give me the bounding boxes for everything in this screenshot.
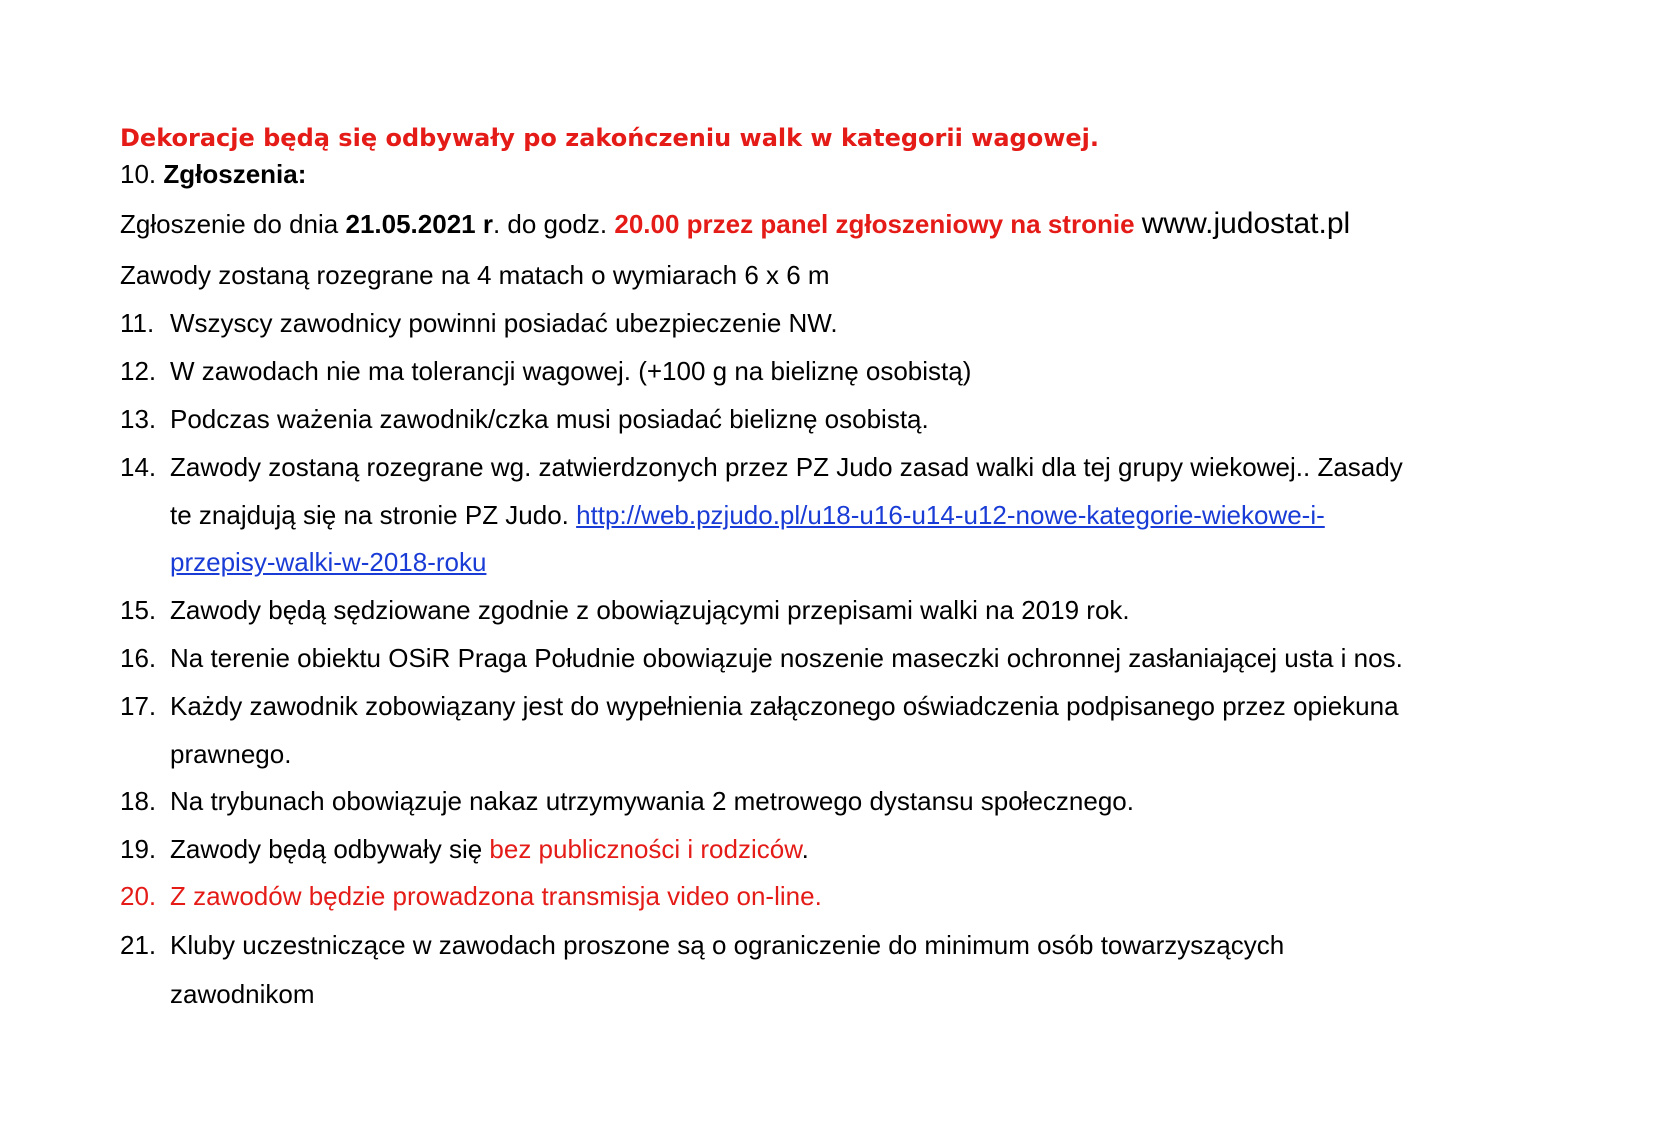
mats-info: Zawody zostaną rozegrane na 4 matach o wymiarach 6 x 6 m <box>120 260 830 290</box>
registration-date: 21.05.2021 r <box>345 209 493 239</box>
list-text: prawnego. <box>170 739 292 769</box>
list-item-13 <box>120 403 929 435</box>
list-text: Z zawodów będzie prowadzona transmisja video on-line. <box>170 881 822 911</box>
list-text: te znajdują się na stronie PZ Judo. <box>170 500 577 530</box>
list-suffix: . <box>801 834 809 864</box>
list-number: 20. <box>120 881 157 911</box>
list-text: zawodnikom <box>170 979 315 1009</box>
list-text: Zawody będą odbywały się <box>170 834 490 864</box>
list-number: 17. <box>120 691 157 721</box>
list-text: Kluby uczestniczące w zawodach proszone są o ograniczenie do minimum osób towarzyszących <box>170 930 1285 960</box>
list-number: 18. <box>120 786 157 816</box>
list-item-17 <box>120 690 1399 722</box>
list-item-20 <box>120 880 822 912</box>
list-item-12 <box>120 355 971 387</box>
list-number: 15. <box>120 595 157 625</box>
list-item-14 <box>120 451 1403 483</box>
list-item-14-continuation <box>170 499 1325 531</box>
list-text: Zawody będą sędziowane zgodnie z obowiązującymi przepisami walki na 2019 rok. <box>170 595 1130 625</box>
registration-website: www.judostat.pl <box>1141 207 1351 240</box>
registration-highlight: 20.00 przez panel zgłoszeniowy na stronie <box>614 209 1135 239</box>
registration-prefix: Zgłoszenie do dnia <box>120 209 346 239</box>
pzjudo-rules-link[interactable]: http://web.pzjudo.pl/u18-u16-u14-u12-nowe-kategorie-wiekowe-i- <box>576 500 1325 530</box>
registration-middle: . do godz. <box>492 209 615 239</box>
list-text: Każdy zawodnik zobowiązany jest do wypełnienia załączonego oświadczenia podpisanego przez opiekuna <box>170 691 1399 721</box>
list-text: Zawody zostaną rozegrane wg. zatwierdzonych przez PZ Judo zasad walki dla tej grupy wiekowej.. Zasady <box>170 452 1403 482</box>
list-item-18 <box>120 785 1134 817</box>
list-number: 14. <box>120 452 157 482</box>
list-number: 19. <box>120 834 157 864</box>
list-item-21-continuation <box>170 978 315 1010</box>
section-10-heading <box>120 158 306 190</box>
section-10-title: Zgłoszenia: <box>163 159 307 189</box>
section-10-number: 10. <box>120 159 157 189</box>
list-number: 12. <box>120 356 157 386</box>
pzjudo-rules-link-continued[interactable]: przepisy-walki-w-2018-roku <box>170 547 487 577</box>
list-number: 21. <box>120 930 157 960</box>
list-highlight: bez publiczności i rodziców <box>489 834 802 864</box>
registration-line <box>120 208 1350 240</box>
list-text: Na trybunach obowiązuje nakaz utrzymywania 2 metrowego dystansu społecznego. <box>170 786 1134 816</box>
list-item-17-continuation <box>170 738 291 770</box>
list-number: 11. <box>120 308 155 338</box>
list-number: 16. <box>120 643 157 673</box>
list-text: Wszyscy zawodnicy powinni posiadać ubezpieczenie NW. <box>170 308 838 338</box>
list-item-15 <box>120 594 1130 626</box>
decoration-notice: Dekoracje będą się odbywały po zakończeniu walk w kategorii wagowej. <box>120 124 1100 152</box>
list-text: W zawodach nie ma tolerancji wagowej. (+100 g na bieliznę osobistą) <box>170 356 972 386</box>
list-item-19 <box>120 833 809 865</box>
list-item-16 <box>120 642 1403 674</box>
list-number: 13. <box>120 404 157 434</box>
list-item-11 <box>120 307 838 339</box>
list-text: Podczas ważenia zawodnik/czka musi posiadać bieliznę osobistą. <box>170 404 929 434</box>
list-item-21 <box>120 929 1284 961</box>
list-text: Na terenie obiektu OSiR Praga Południe obowiązuje noszenie maseczki ochronnej zasłaniającej usta i nos. <box>170 643 1403 673</box>
list-item-14-link-continuation <box>170 546 486 578</box>
